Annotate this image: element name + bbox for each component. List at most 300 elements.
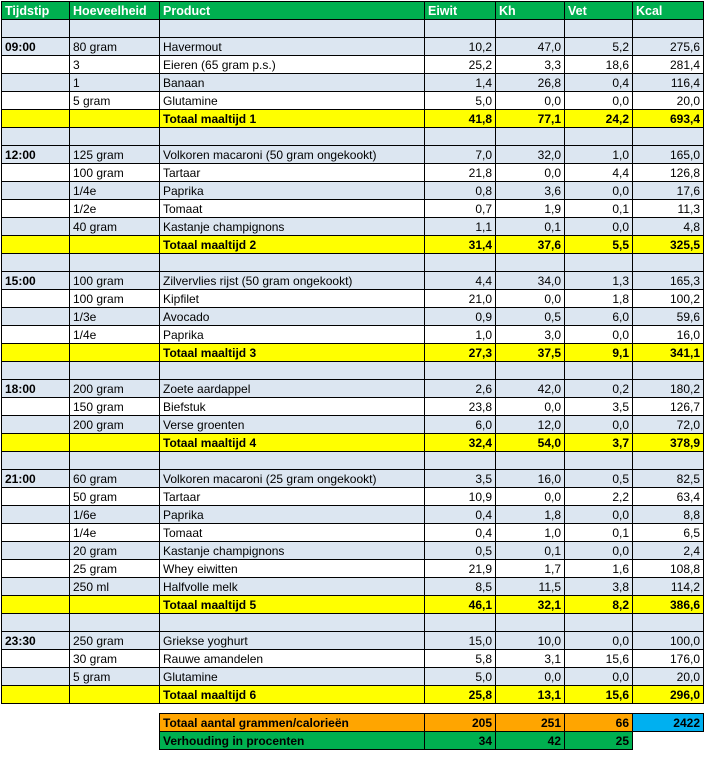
kcal-cell[interactable]: 275,6: [633, 38, 704, 56]
time-cell[interactable]: 18:00: [2, 380, 70, 398]
carbs-cell[interactable]: 0,0: [496, 398, 565, 416]
kcal-cell[interactable]: 72,0: [633, 416, 704, 434]
total-carbs[interactable]: 37,5: [496, 344, 565, 362]
product-cell[interactable]: Griekse yoghurt: [160, 632, 425, 650]
fat-cell[interactable]: 0,0: [565, 326, 633, 344]
kcal-cell[interactable]: 180,2: [633, 380, 704, 398]
time-cell[interactable]: [2, 200, 70, 218]
fat-cell[interactable]: 0,0: [565, 668, 633, 686]
carbs-cell[interactable]: 0,1: [496, 218, 565, 236]
kcal-cell[interactable]: 20,0: [633, 668, 704, 686]
percent-row: [2, 732, 704, 750]
header-amount[interactable]: Hoeveelheid: [70, 2, 160, 20]
total-label[interactable]: Totaal maaltijd 5: [160, 596, 425, 614]
empty-cell[interactable]: [70, 236, 160, 254]
protein-cell[interactable]: 25,2: [425, 56, 496, 74]
time-cell[interactable]: [2, 308, 70, 326]
total-protein[interactable]: 41,8: [425, 110, 496, 128]
kcal-cell[interactable]: 126,8: [633, 164, 704, 182]
carbs-cell[interactable]: 1,7: [496, 560, 565, 578]
carbs-cell[interactable]: 26,8: [496, 74, 565, 92]
protein-cell[interactable]: 15,0: [425, 632, 496, 650]
total-fat[interactable]: 3,7: [565, 434, 633, 452]
kcal-cell[interactable]: 281,4: [633, 56, 704, 74]
empty-cell[interactable]: [425, 362, 496, 380]
protein-cell[interactable]: 0,9: [425, 308, 496, 326]
empty-cell[interactable]: [496, 614, 565, 632]
table-row: [2, 56, 704, 74]
percent-label[interactable]: Verhouding in procenten: [160, 732, 425, 750]
product-cell[interactable]: Avocado: [160, 308, 425, 326]
empty-cell: [70, 732, 160, 750]
time-cell[interactable]: [2, 218, 70, 236]
table-row: [2, 470, 704, 488]
fat-cell[interactable]: 0,0: [565, 416, 633, 434]
table-row: [2, 146, 704, 164]
fat-cell[interactable]: 1,0: [565, 146, 633, 164]
kcal-cell[interactable]: 114,2: [633, 578, 704, 596]
fat-cell[interactable]: 1,3: [565, 272, 633, 290]
protein-cell[interactable]: 0,4: [425, 524, 496, 542]
protein-cell[interactable]: 0,4: [425, 506, 496, 524]
empty-cell[interactable]: [160, 614, 425, 632]
kcal-cell[interactable]: 59,6: [633, 308, 704, 326]
amount-cell[interactable]: 200 gram: [70, 380, 160, 398]
empty-cell[interactable]: [70, 596, 160, 614]
protein-cell[interactable]: 4,4: [425, 272, 496, 290]
fat-cell[interactable]: 0,0: [565, 218, 633, 236]
protein-cell[interactable]: 5,0: [425, 92, 496, 110]
fat-cell[interactable]: 0,0: [565, 542, 633, 560]
summary-label[interactable]: Totaal aantal grammen/calorieën: [160, 714, 425, 732]
time-cell[interactable]: [2, 524, 70, 542]
protein-cell[interactable]: 7,0: [425, 146, 496, 164]
header-fat[interactable]: Vet: [565, 2, 633, 20]
summary-section: [2, 704, 704, 750]
amount-cell[interactable]: 3: [70, 56, 160, 74]
empty-cell[interactable]: [633, 614, 704, 632]
product-cell[interactable]: Tartaar: [160, 488, 425, 506]
kcal-cell[interactable]: 100,2: [633, 290, 704, 308]
empty-cell[interactable]: [160, 452, 425, 470]
product-cell[interactable]: Tartaar: [160, 164, 425, 182]
time-cell[interactable]: [2, 416, 70, 434]
carbs-cell[interactable]: 12,0: [496, 416, 565, 434]
protein-cell[interactable]: 0,7: [425, 200, 496, 218]
time-cell[interactable]: [2, 56, 70, 74]
product-cell[interactable]: Zoete aardappel: [160, 380, 425, 398]
empty-cell[interactable]: [70, 254, 160, 272]
carbs-cell[interactable]: 0,5: [496, 308, 565, 326]
kcal-cell[interactable]: 165,3: [633, 272, 704, 290]
empty-cell[interactable]: [633, 362, 704, 380]
fat-cell[interactable]: 0,4: [565, 74, 633, 92]
fat-cell[interactable]: 0,1: [565, 200, 633, 218]
kcal-cell[interactable]: 63,4: [633, 488, 704, 506]
carbs-cell[interactable]: 10,0: [496, 632, 565, 650]
time-cell[interactable]: 23:30: [2, 632, 70, 650]
meal-total-row: [2, 434, 704, 452]
carbs-cell[interactable]: 3,0: [496, 326, 565, 344]
empty-cell[interactable]: [2, 20, 70, 38]
protein-cell[interactable]: 8,5: [425, 578, 496, 596]
product-cell[interactable]: Eieren (65 gram p.s.): [160, 56, 425, 74]
product-cell[interactable]: Verse groenten: [160, 416, 425, 434]
product-cell[interactable]: Whey eiwitten: [160, 560, 425, 578]
amount-cell[interactable]: 5 gram: [70, 92, 160, 110]
summary-kcal[interactable]: 2422: [633, 714, 704, 732]
empty-cell[interactable]: [2, 344, 70, 362]
empty-cell[interactable]: [70, 20, 160, 38]
product-cell[interactable]: Tomaat: [160, 200, 425, 218]
time-cell[interactable]: 09:00: [2, 38, 70, 56]
amount-cell[interactable]: 100 gram: [70, 164, 160, 182]
kcal-cell[interactable]: 126,7: [633, 398, 704, 416]
time-cell[interactable]: 12:00: [2, 146, 70, 164]
protein-cell[interactable]: 5,8: [425, 650, 496, 668]
time-cell[interactable]: [2, 182, 70, 200]
protein-cell[interactable]: 5,0: [425, 668, 496, 686]
product-cell[interactable]: Biefstuk: [160, 398, 425, 416]
fat-cell[interactable]: 0,0: [565, 506, 633, 524]
kcal-cell[interactable]: 20,0: [633, 92, 704, 110]
header-row: [2, 2, 704, 20]
amount-cell[interactable]: 125 gram: [70, 146, 160, 164]
amount-cell[interactable]: 40 gram: [70, 218, 160, 236]
amount-cell[interactable]: 100 gram: [70, 290, 160, 308]
empty-cell[interactable]: [2, 434, 70, 452]
empty-cell[interactable]: [70, 452, 160, 470]
protein-cell[interactable]: 1,1: [425, 218, 496, 236]
empty-cell[interactable]: [496, 452, 565, 470]
empty-cell[interactable]: [633, 128, 704, 146]
empty-cell[interactable]: [2, 686, 70, 704]
empty-cell[interactable]: [425, 128, 496, 146]
kcal-cell[interactable]: 116,4: [633, 74, 704, 92]
meal-total-row: [2, 110, 704, 128]
empty-cell[interactable]: [2, 236, 70, 254]
amount-cell[interactable]: 150 gram: [70, 398, 160, 416]
total-carbs[interactable]: 32,1: [496, 596, 565, 614]
empty-cell[interactable]: [496, 128, 565, 146]
fat-cell[interactable]: 18,6: [565, 56, 633, 74]
product-cell[interactable]: Halfvolle melk: [160, 578, 425, 596]
header-carbs[interactable]: Kh: [496, 2, 565, 20]
empty-cell[interactable]: [565, 128, 633, 146]
empty-cell: [2, 714, 70, 732]
empty-cell[interactable]: [425, 452, 496, 470]
amount-cell[interactable]: 1/2e: [70, 200, 160, 218]
amount-cell[interactable]: 50 gram: [70, 488, 160, 506]
percent-fat[interactable]: 25: [565, 732, 633, 750]
total-kcal[interactable]: 296,0: [633, 686, 704, 704]
amount-cell[interactable]: 20 gram: [70, 542, 160, 560]
total-fat[interactable]: 5,5: [565, 236, 633, 254]
carbs-cell[interactable]: 0,0: [496, 92, 565, 110]
percent-protein[interactable]: 34: [425, 732, 496, 750]
empty-cell[interactable]: [565, 362, 633, 380]
product-cell[interactable]: Glutamine: [160, 668, 425, 686]
fat-cell[interactable]: 6,0: [565, 308, 633, 326]
table-row: [2, 542, 704, 560]
total-kcal[interactable]: 325,5: [633, 236, 704, 254]
amount-cell[interactable]: 1/3e: [70, 308, 160, 326]
carbs-cell[interactable]: 42,0: [496, 380, 565, 398]
carbs-cell[interactable]: 16,0: [496, 470, 565, 488]
carbs-cell[interactable]: 3,6: [496, 182, 565, 200]
protein-cell[interactable]: 21,9: [425, 560, 496, 578]
protein-cell[interactable]: 10,9: [425, 488, 496, 506]
summary-carbs[interactable]: 251: [496, 714, 565, 732]
time-cell[interactable]: [2, 506, 70, 524]
time-cell[interactable]: [2, 560, 70, 578]
total-protein[interactable]: 25,8: [425, 686, 496, 704]
time-cell[interactable]: [2, 488, 70, 506]
time-cell[interactable]: [2, 542, 70, 560]
percent-carbs[interactable]: 42: [496, 732, 565, 750]
product-cell[interactable]: Volkoren macaroni (50 gram ongekookt): [160, 146, 425, 164]
amount-cell[interactable]: 250 gram: [70, 632, 160, 650]
header-kcal[interactable]: Kcal: [633, 2, 704, 20]
time-cell[interactable]: [2, 578, 70, 596]
fat-cell[interactable]: 3,5: [565, 398, 633, 416]
amount-cell[interactable]: 25 gram: [70, 560, 160, 578]
total-protein[interactable]: 31,4: [425, 236, 496, 254]
amount-cell[interactable]: 250 ml: [70, 578, 160, 596]
fat-cell[interactable]: 4,4: [565, 164, 633, 182]
total-kcal[interactable]: 341,1: [633, 344, 704, 362]
product-cell[interactable]: Zilvervlies rijst (50 gram ongekookt): [160, 272, 425, 290]
fat-cell[interactable]: 0,2: [565, 380, 633, 398]
product-cell[interactable]: Volkoren macaroni (25 gram ongekookt): [160, 470, 425, 488]
empty-cell[interactable]: [425, 20, 496, 38]
time-cell[interactable]: 15:00: [2, 272, 70, 290]
amount-cell[interactable]: 100 gram: [70, 272, 160, 290]
kcal-cell[interactable]: 108,8: [633, 560, 704, 578]
empty-cell[interactable]: [70, 434, 160, 452]
carbs-cell[interactable]: 32,0: [496, 146, 565, 164]
fat-cell[interactable]: 0,0: [565, 182, 633, 200]
protein-cell[interactable]: 10,2: [425, 38, 496, 56]
empty-cell[interactable]: [70, 362, 160, 380]
amount-cell[interactable]: 1/6e: [70, 506, 160, 524]
meal-total-row: [2, 596, 704, 614]
meal-total-row: [2, 344, 704, 362]
total-label[interactable]: Totaal maaltijd 4: [160, 434, 425, 452]
empty-cell[interactable]: [633, 254, 704, 272]
empty-cell[interactable]: [565, 254, 633, 272]
empty-cell[interactable]: [633, 20, 704, 38]
protein-cell[interactable]: 0,5: [425, 542, 496, 560]
header-time[interactable]: Tijdstip: [2, 2, 70, 20]
total-carbs[interactable]: 13,1: [496, 686, 565, 704]
carbs-cell[interactable]: 11,5: [496, 578, 565, 596]
carbs-cell[interactable]: 34,0: [496, 272, 565, 290]
product-cell[interactable]: Tomaat: [160, 524, 425, 542]
protein-cell[interactable]: 21,8: [425, 164, 496, 182]
fat-cell[interactable]: 0,1: [565, 524, 633, 542]
empty-cell[interactable]: [160, 254, 425, 272]
fat-cell[interactable]: 0,0: [565, 92, 633, 110]
product-cell[interactable]: Kastanje champignons: [160, 542, 425, 560]
kcal-cell[interactable]: 16,0: [633, 326, 704, 344]
empty-cell[interactable]: [565, 614, 633, 632]
total-protein[interactable]: 32,4: [425, 434, 496, 452]
amount-cell[interactable]: 1: [70, 74, 160, 92]
protein-cell[interactable]: 6,0: [425, 416, 496, 434]
empty-cell[interactable]: [2, 128, 70, 146]
total-kcal[interactable]: 693,4: [633, 110, 704, 128]
protein-cell[interactable]: 1,4: [425, 74, 496, 92]
empty-cell[interactable]: [496, 20, 565, 38]
fat-cell[interactable]: 2,2: [565, 488, 633, 506]
empty-cell[interactable]: [70, 686, 160, 704]
spreadsheet: [1, 1, 704, 750]
amount-cell[interactable]: 80 gram: [70, 38, 160, 56]
total-carbs[interactable]: 54,0: [496, 434, 565, 452]
amount-cell[interactable]: 1/4e: [70, 326, 160, 344]
empty-cell[interactable]: [496, 254, 565, 272]
empty-cell[interactable]: [425, 614, 496, 632]
product-cell[interactable]: Rauwe amandelen: [160, 650, 425, 668]
empty-cell[interactable]: [2, 596, 70, 614]
total-kcal[interactable]: 386,6: [633, 596, 704, 614]
carbs-cell[interactable]: 1,9: [496, 200, 565, 218]
protein-cell[interactable]: 0,8: [425, 182, 496, 200]
empty-cell[interactable]: [2, 614, 70, 632]
product-cell[interactable]: Paprika: [160, 506, 425, 524]
total-label[interactable]: Totaal maaltijd 6: [160, 686, 425, 704]
header-protein[interactable]: Eiwit: [425, 2, 496, 20]
time-cell[interactable]: [2, 164, 70, 182]
table-row: [2, 290, 704, 308]
kcal-cell[interactable]: 2,4: [633, 542, 704, 560]
carbs-cell[interactable]: 1,0: [496, 524, 565, 542]
kcal-cell[interactable]: 17,6: [633, 182, 704, 200]
summary-protein[interactable]: 205: [425, 714, 496, 732]
empty-cell[interactable]: [425, 254, 496, 272]
time-cell[interactable]: 21:00: [2, 470, 70, 488]
total-label[interactable]: Totaal maaltijd 3: [160, 344, 425, 362]
protein-cell[interactable]: 2,6: [425, 380, 496, 398]
empty-cell[interactable]: [70, 344, 160, 362]
total-carbs[interactable]: 37,6: [496, 236, 565, 254]
product-cell[interactable]: Havermout: [160, 38, 425, 56]
empty-cell[interactable]: [70, 110, 160, 128]
carbs-cell[interactable]: 1,8: [496, 506, 565, 524]
time-cell[interactable]: [2, 326, 70, 344]
carbs-cell[interactable]: 0,0: [496, 488, 565, 506]
protein-cell[interactable]: 23,8: [425, 398, 496, 416]
protein-cell[interactable]: 3,5: [425, 470, 496, 488]
amount-cell[interactable]: 5 gram: [70, 668, 160, 686]
product-cell[interactable]: Glutamine: [160, 92, 425, 110]
kcal-cell[interactable]: 100,0: [633, 632, 704, 650]
kcal-cell[interactable]: 176,0: [633, 650, 704, 668]
fat-cell[interactable]: 15,6: [565, 650, 633, 668]
table-row: [2, 74, 704, 92]
product-cell[interactable]: Kastanje champignons: [160, 218, 425, 236]
empty-cell[interactable]: [160, 128, 425, 146]
amount-cell[interactable]: 200 gram: [70, 416, 160, 434]
summary-fat[interactable]: 66: [565, 714, 633, 732]
total-fat[interactable]: 24,2: [565, 110, 633, 128]
total-fat[interactable]: 15,6: [565, 686, 633, 704]
protein-cell[interactable]: 1,0: [425, 326, 496, 344]
product-cell[interactable]: Paprika: [160, 182, 425, 200]
carbs-cell[interactable]: 47,0: [496, 38, 565, 56]
table-row: [2, 668, 704, 686]
fat-cell[interactable]: 0,0: [565, 632, 633, 650]
empty-cell[interactable]: [565, 452, 633, 470]
fat-cell[interactable]: 1,8: [565, 290, 633, 308]
amount-cell[interactable]: 1/4e: [70, 524, 160, 542]
total-protein[interactable]: 27,3: [425, 344, 496, 362]
total-fat[interactable]: 8,2: [565, 596, 633, 614]
empty-cell[interactable]: [160, 20, 425, 38]
amount-cell[interactable]: 60 gram: [70, 470, 160, 488]
time-cell[interactable]: [2, 92, 70, 110]
empty-cell[interactable]: [496, 362, 565, 380]
time-cell[interactable]: [2, 650, 70, 668]
product-cell[interactable]: Paprika: [160, 326, 425, 344]
fat-cell[interactable]: 1,6: [565, 560, 633, 578]
carbs-cell[interactable]: 0,0: [496, 668, 565, 686]
total-protein[interactable]: 46,1: [425, 596, 496, 614]
total-fat[interactable]: 9,1: [565, 344, 633, 362]
fat-cell[interactable]: 5,2: [565, 38, 633, 56]
kcal-cell[interactable]: 6,5: [633, 524, 704, 542]
empty-cell[interactable]: [160, 362, 425, 380]
empty-cell[interactable]: [2, 452, 70, 470]
empty-cell[interactable]: [565, 20, 633, 38]
kcal-cell[interactable]: 82,5: [633, 470, 704, 488]
time-cell[interactable]: [2, 74, 70, 92]
kcal-cell[interactable]: 8,8: [633, 506, 704, 524]
carbs-cell[interactable]: 0,0: [496, 164, 565, 182]
fat-cell[interactable]: 0,5: [565, 470, 633, 488]
time-cell[interactable]: [2, 398, 70, 416]
table-row: [2, 164, 704, 182]
empty-cell[interactable]: [70, 128, 160, 146]
empty-cell[interactable]: [633, 452, 704, 470]
time-cell[interactable]: [2, 668, 70, 686]
total-kcal[interactable]: 378,9: [633, 434, 704, 452]
empty-cell[interactable]: [2, 254, 70, 272]
empty-cell[interactable]: [70, 614, 160, 632]
product-cell[interactable]: Kipfilet: [160, 290, 425, 308]
amount-cell[interactable]: 1/4e: [70, 182, 160, 200]
amount-cell[interactable]: 30 gram: [70, 650, 160, 668]
carbs-cell[interactable]: 3,3: [496, 56, 565, 74]
time-cell[interactable]: [2, 290, 70, 308]
carbs-cell[interactable]: 0,0: [496, 290, 565, 308]
product-cell[interactable]: Banaan: [160, 74, 425, 92]
carbs-cell[interactable]: 0,1: [496, 542, 565, 560]
carbs-cell[interactable]: 3,1: [496, 650, 565, 668]
kcal-cell[interactable]: 165,0: [633, 146, 704, 164]
total-label[interactable]: Totaal maaltijd 1: [160, 110, 425, 128]
protein-cell[interactable]: 21,0: [425, 290, 496, 308]
kcal-cell[interactable]: 11,3: [633, 200, 704, 218]
header-product[interactable]: Product: [160, 2, 425, 20]
empty-cell[interactable]: [2, 362, 70, 380]
empty-cell[interactable]: [2, 110, 70, 128]
fat-cell[interactable]: 3,8: [565, 578, 633, 596]
total-label[interactable]: Totaal maaltijd 2: [160, 236, 425, 254]
total-carbs[interactable]: 77,1: [496, 110, 565, 128]
kcal-cell[interactable]: 4,8: [633, 218, 704, 236]
